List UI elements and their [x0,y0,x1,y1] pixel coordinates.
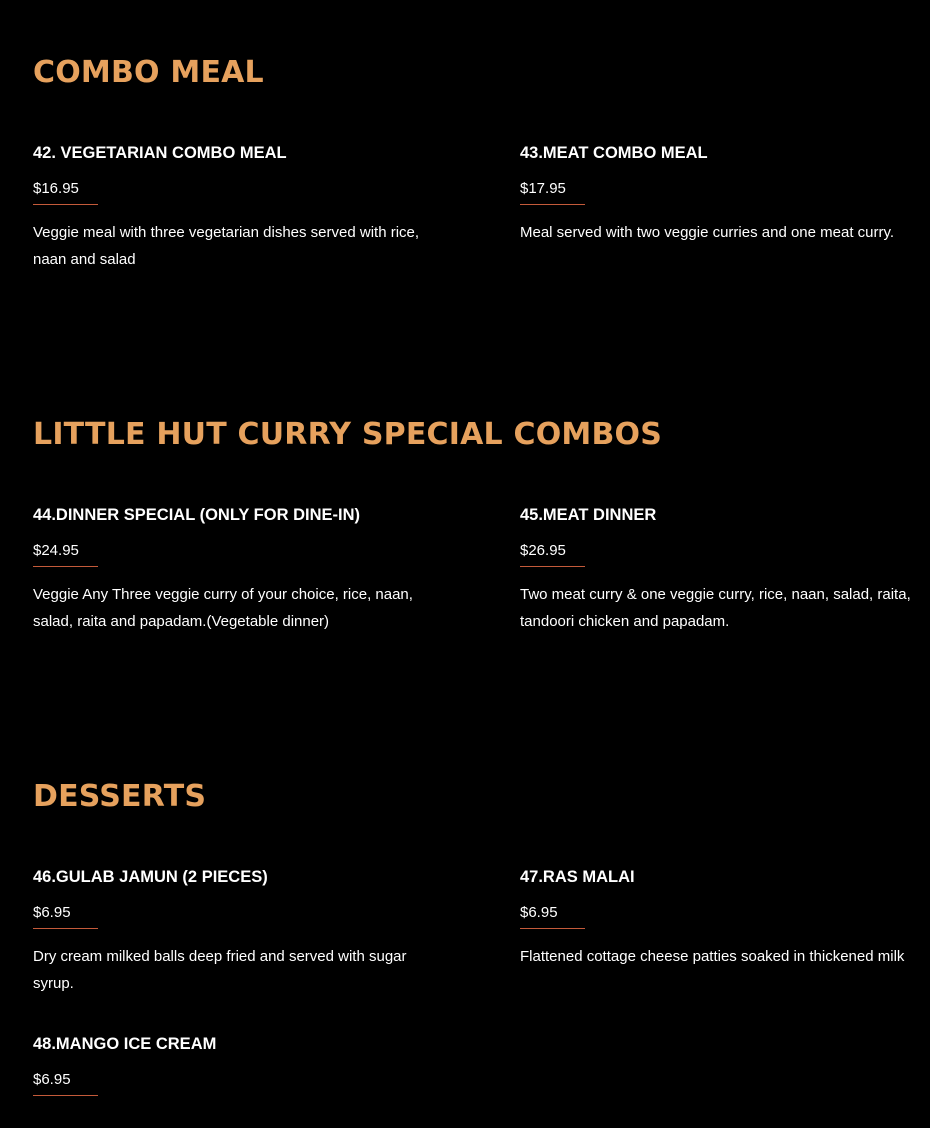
item-name: 48.MANGO ICE CREAM [33,1035,217,1053]
item-name: 42. VEGETARIAN COMBO MEAL [33,144,287,162]
item-description: Dry cream milked balls deep fried and served with sugar syrup. [33,948,407,992]
price-divider [520,928,585,929]
item-description: Meal served with two veggie curries and one meat curry. [520,224,895,241]
section-title: LITTLE HUT CURRY SPECIAL COMBOS [33,417,663,452]
price-divider [33,204,98,205]
item-name: 45.MEAT DINNER [520,506,657,524]
section-special-combos [33,417,913,657]
item-description: Two meat curry & one veggie curry, rice, naan, salad, raita, tandoori chicken and papadam. [520,586,911,630]
item-description: Veggie Any Three veggie curry of your choice, rice, naan, salad, raita and papadam.(Vegetable dinner) [33,586,413,630]
item-price: $24.95 [33,542,79,559]
item-description: Flattened cottage cheese patties soaked in thickened milk [520,948,905,965]
item-price: $26.95 [520,542,566,559]
item-description: Veggie meal with three vegetarian dishes served with rice, naan and salad [33,224,420,268]
item-name: 46.GULAB JAMUN (2 PIECES) [33,868,268,886]
price-divider [33,928,98,929]
price-divider [520,566,585,567]
item-price: $6.95 [33,904,71,921]
section-title: DESSERTS [33,779,207,814]
item-price: $6.95 [520,904,558,921]
section-desserts [33,779,913,1119]
price-divider [520,204,585,205]
section-title: COMBO MEAL [33,55,264,90]
price-divider [33,566,98,567]
item-name: 44.DINNER SPECIAL (ONLY FOR DINE-IN) [33,506,360,524]
item-name: 43.MEAT COMBO MEAL [520,144,708,162]
item-price: $6.95 [33,1071,71,1088]
price-divider [33,1095,98,1096]
item-name: 47.RAS MALAI [520,868,635,886]
item-price: $16.95 [33,180,79,197]
item-price: $17.95 [520,180,566,197]
section-combo-meal [33,55,913,295]
